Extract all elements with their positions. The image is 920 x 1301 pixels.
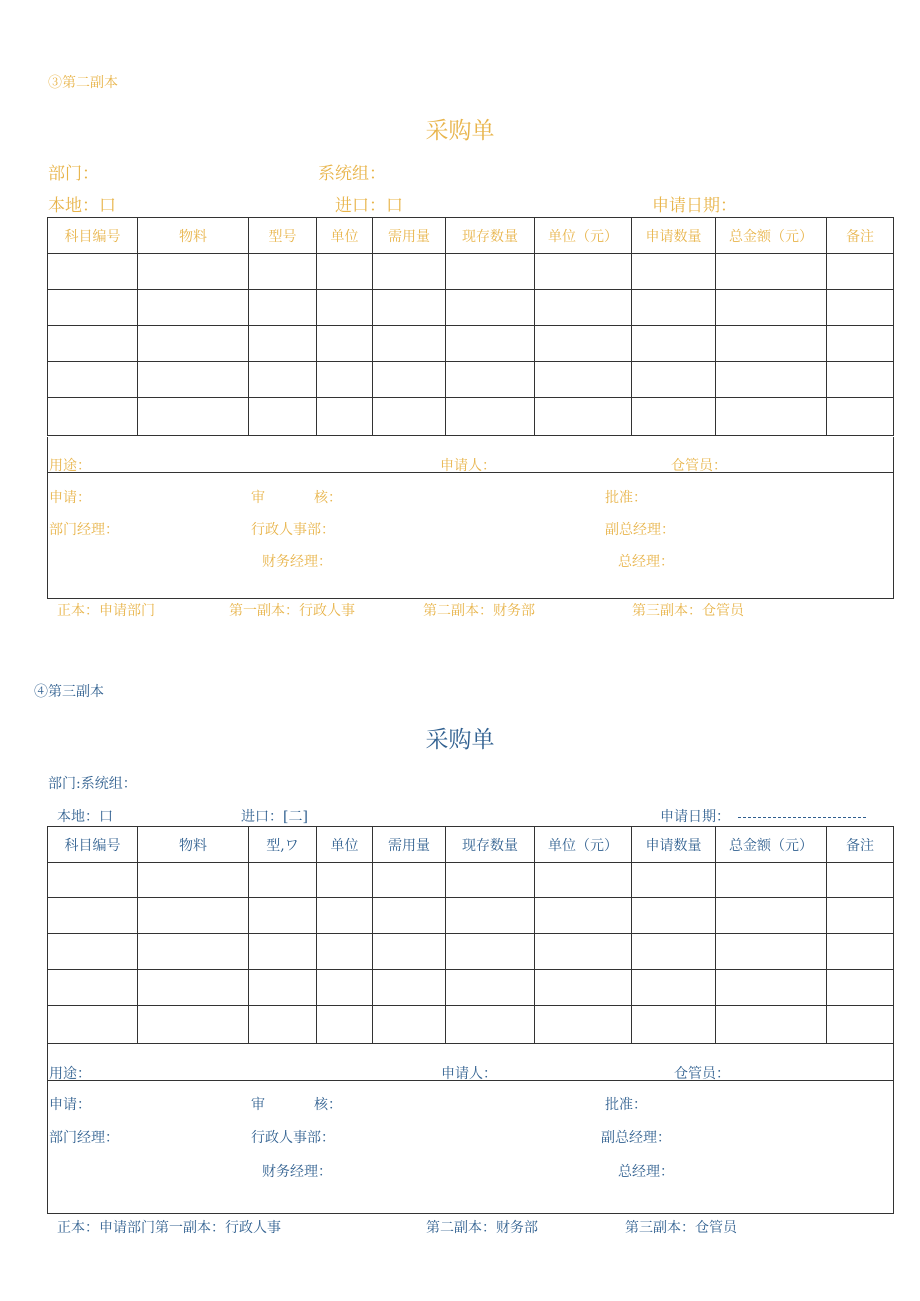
table-cell[interactable] [827, 326, 894, 362]
table-cell[interactable] [535, 1006, 632, 1044]
table-cell[interactable] [249, 362, 317, 398]
table-header-row [48, 218, 894, 254]
local-field [57, 806, 113, 826]
table-cell[interactable] [716, 254, 827, 290]
table-cell[interactable] [716, 934, 827, 970]
footer-copy-3: 第三副本：仓管员 [632, 603, 744, 619]
table-cell[interactable] [632, 1006, 716, 1044]
local-label: 本地： [57, 809, 99, 825]
col-header: 单位 [317, 218, 373, 254]
table-cell[interactable] [716, 290, 827, 326]
table-cell[interactable] [827, 398, 894, 436]
table-cell[interactable] [535, 290, 632, 326]
table-cell[interactable] [249, 290, 317, 326]
table-cell[interactable] [446, 326, 535, 362]
table-cell[interactable] [632, 254, 716, 290]
apply-date-line[interactable] [738, 817, 866, 818]
table-cell[interactable] [48, 970, 138, 1006]
table-cell[interactable] [535, 863, 632, 898]
col-header: 型号 [249, 218, 317, 254]
col-header: 申请数量 [632, 218, 716, 254]
table-cell[interactable] [48, 1006, 138, 1044]
table-cell[interactable] [716, 863, 827, 898]
table-cell[interactable] [716, 970, 827, 1006]
table-cell[interactable] [446, 398, 535, 436]
table-row [48, 898, 894, 934]
table-cell[interactable] [138, 970, 249, 1006]
table-cell[interactable] [48, 398, 138, 436]
table-cell[interactable] [48, 362, 138, 398]
table-cell[interactable] [716, 398, 827, 436]
table-row [48, 970, 894, 1006]
table-cell[interactable] [48, 934, 138, 970]
finance-manager-label: 财务经理： [262, 1164, 332, 1180]
table-cell[interactable] [48, 254, 138, 290]
department-label: 部门： [48, 164, 99, 184]
table-cell[interactable] [632, 863, 716, 898]
table-cell[interactable] [373, 898, 446, 934]
table-cell[interactable] [317, 934, 373, 970]
applicant-label: 申请人： [441, 1066, 497, 1082]
deputy-gm-label: 副总经理： [605, 522, 675, 538]
admin-hr-label: 行政人事部： [251, 522, 335, 538]
warehouse-keeper-label: 仓管员： [671, 458, 727, 474]
table-cell[interactable] [446, 970, 535, 1006]
table-cell[interactable] [446, 254, 535, 290]
table-cell[interactable] [535, 326, 632, 362]
table-row [48, 326, 894, 362]
table-cell[interactable] [535, 898, 632, 934]
import-checkbox[interactable]: [二] [283, 809, 308, 825]
table-cell[interactable] [632, 934, 716, 970]
col-header: 型,ワ [249, 827, 317, 863]
apply-label: 申请： [49, 1097, 91, 1113]
table-cell[interactable] [249, 398, 317, 436]
col-header: 单位（元） [535, 218, 632, 254]
table-cell[interactable] [827, 863, 894, 898]
table-cell[interactable] [373, 398, 446, 436]
table-cell[interactable] [317, 863, 373, 898]
col-header: 备注 [827, 827, 894, 863]
import-checkbox[interactable]: 口 [386, 196, 403, 216]
table-cell[interactable] [446, 1006, 535, 1044]
footer-copy-3: 第三副本：仓管员 [625, 1220, 737, 1236]
table-cell[interactable] [317, 290, 373, 326]
dept-manager-label: 部门经理： [49, 522, 119, 538]
table-cell[interactable] [317, 898, 373, 934]
table-cell[interactable] [317, 970, 373, 1006]
table-row [48, 398, 894, 436]
footer-copy-2: 第二副本：财务部 [426, 1220, 538, 1236]
table-cell[interactable] [827, 970, 894, 1006]
table-cell[interactable] [138, 254, 249, 290]
table-row [48, 934, 894, 970]
table-cell[interactable] [249, 254, 317, 290]
table-cell[interactable] [446, 362, 535, 398]
table-cell[interactable] [535, 398, 632, 436]
table-cell[interactable] [48, 290, 138, 326]
table-cell[interactable] [138, 898, 249, 934]
review-label: 审 [251, 1097, 265, 1113]
col-header: 总金额（元） [716, 218, 827, 254]
table-row [48, 863, 894, 898]
table-cell[interactable] [317, 326, 373, 362]
table-cell[interactable] [249, 898, 317, 934]
import-field [241, 806, 308, 826]
table-cell[interactable] [317, 1006, 373, 1044]
apply-label: 申请： [49, 490, 91, 506]
form-title: 采购单 [425, 727, 495, 753]
table-cell[interactable] [138, 863, 249, 898]
table-cell[interactable] [827, 362, 894, 398]
col-header: 需用量 [373, 827, 446, 863]
table-cell[interactable] [373, 326, 446, 362]
table-cell[interactable] [48, 863, 138, 898]
table-cell[interactable] [632, 326, 716, 362]
copy-label: ④第三副本 [34, 684, 104, 700]
table-cell[interactable] [446, 290, 535, 326]
table-cell[interactable] [249, 1006, 317, 1044]
table-cell[interactable] [317, 398, 373, 436]
table-cell[interactable] [138, 1006, 249, 1044]
table-cell[interactable] [373, 970, 446, 1006]
review-label-2: 核： [314, 490, 342, 506]
table-cell[interactable] [827, 898, 894, 934]
table-cell[interactable] [138, 934, 249, 970]
table-cell[interactable] [249, 934, 317, 970]
approve-label: 批准： [605, 490, 647, 506]
table-cell[interactable] [632, 398, 716, 436]
table-cell[interactable] [716, 1006, 827, 1044]
table-cell[interactable] [446, 863, 535, 898]
table-cell[interactable] [632, 362, 716, 398]
col-header: 现存数量 [446, 218, 535, 254]
review-label: 审 [251, 490, 265, 506]
department-label: 部门:系统组： [48, 776, 137, 792]
table-cell[interactable] [373, 1006, 446, 1044]
col-header: 现存数量 [446, 827, 535, 863]
apply-date-label: 申请日期： [652, 196, 737, 216]
review-label-2: 核： [314, 1097, 342, 1113]
table-cell[interactable] [249, 863, 317, 898]
gm-label: 总经理： [618, 554, 674, 570]
col-header: 物料 [138, 827, 249, 863]
applicant-label: 申请人： [440, 458, 496, 474]
approve-label: 批准： [605, 1097, 647, 1113]
purpose-label: 用途： [49, 1066, 91, 1082]
table-cell[interactable] [317, 254, 373, 290]
table-cell[interactable] [138, 326, 249, 362]
table-cell[interactable] [373, 254, 446, 290]
admin-hr-label: 行政人事部： [251, 1130, 335, 1146]
finance-manager-label: 财务经理： [262, 554, 332, 570]
col-header: 物料 [138, 218, 249, 254]
table-cell[interactable] [138, 362, 249, 398]
table-cell[interactable] [373, 934, 446, 970]
local-checkbox[interactable]: 口 [99, 809, 113, 825]
system-group-label: 系统组： [318, 164, 386, 184]
table-header-row [48, 827, 894, 863]
table-cell[interactable] [446, 898, 535, 934]
col-header: 备注 [827, 218, 894, 254]
table-row [48, 254, 894, 290]
table-cell[interactable] [716, 326, 827, 362]
table-cell[interactable] [373, 863, 446, 898]
table-cell[interactable] [827, 254, 894, 290]
table-cell[interactable] [716, 898, 827, 934]
gm-label: 总经理： [618, 1164, 674, 1180]
table-cell[interactable] [535, 934, 632, 970]
import-field [335, 191, 403, 216]
table-cell[interactable] [48, 326, 138, 362]
table-cell[interactable] [716, 362, 827, 398]
col-header: 需用量 [373, 218, 446, 254]
deputy-gm-label: 副总经理： [601, 1130, 671, 1146]
import-label: 进口： [335, 196, 386, 216]
items-table [47, 217, 894, 436]
local-field [48, 191, 116, 216]
form-title: 采购单 [425, 118, 495, 144]
table-cell[interactable] [632, 290, 716, 326]
table-cell[interactable] [632, 898, 716, 934]
items-table [47, 826, 894, 1044]
col-header: 科目编号 [48, 827, 138, 863]
apply-date-label: 申请日期： [660, 809, 730, 825]
footer-copy-2: 第二副本：财务部 [423, 603, 535, 619]
table-cell[interactable] [317, 362, 373, 398]
col-header: 单位 [317, 827, 373, 863]
col-header: 单位（元） [535, 827, 632, 863]
col-header: 申请数量 [632, 827, 716, 863]
col-header: 总金额（元） [716, 827, 827, 863]
table-cell[interactable] [446, 934, 535, 970]
warehouse-keeper-label: 仓管员： [674, 1066, 730, 1082]
copy-label: ③第二副本 [48, 75, 118, 91]
table-cell[interactable] [827, 290, 894, 326]
local-checkbox[interactable]: 口 [99, 196, 116, 216]
dept-manager-label: 部门经理： [49, 1130, 119, 1146]
table-row [48, 290, 894, 326]
footer-original-and-copy-1: 正本：申请部门第一副本：行政人事 [57, 1220, 281, 1236]
col-header: 科目编号 [48, 218, 138, 254]
table-cell[interactable] [827, 1006, 894, 1044]
table-cell[interactable] [48, 898, 138, 934]
apply-date-field [660, 806, 866, 826]
table-cell[interactable] [138, 398, 249, 436]
local-label: 本地： [48, 196, 99, 216]
table-cell[interactable] [373, 290, 446, 326]
footer-copy-1: 第一副本：行政人事 [229, 603, 355, 619]
table-row [48, 362, 894, 398]
footer-original: 正本：申请部门 [57, 603, 155, 619]
table-cell[interactable] [535, 362, 632, 398]
table-cell[interactable] [535, 970, 632, 1006]
table-cell[interactable] [535, 254, 632, 290]
table-cell[interactable] [373, 362, 446, 398]
table-cell[interactable] [249, 970, 317, 1006]
table-cell[interactable] [827, 934, 894, 970]
table-row [48, 1006, 894, 1044]
table-cell[interactable] [632, 970, 716, 1006]
purpose-label: 用途： [49, 458, 91, 474]
table-cell[interactable] [138, 290, 249, 326]
import-label: 进口： [241, 809, 283, 825]
table-cell[interactable] [249, 326, 317, 362]
